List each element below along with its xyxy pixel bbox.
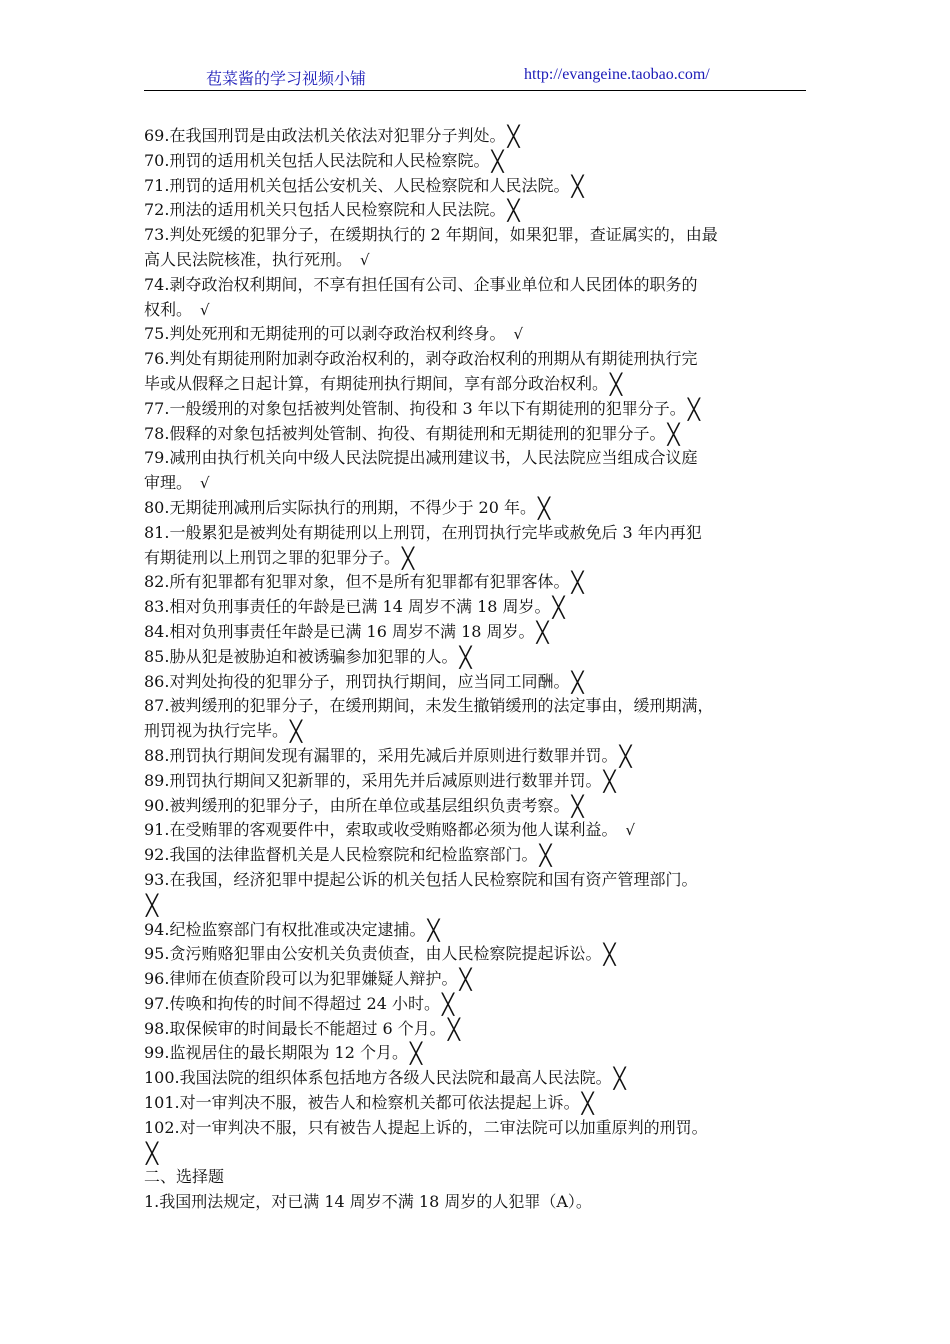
- line-text: 75.判处死刑和无期徒刑的可以剥夺政治权利终身。: [144, 324, 506, 344]
- text-line: [144, 149, 810, 174]
- text-line: [144, 645, 810, 670]
- cross-mark-icon: ╳: [409, 1041, 423, 1066]
- line-text: 82.所有犯罪都有犯罪对象，但不是所有犯罪都有犯罪客体。: [144, 572, 570, 592]
- text-line: [144, 273, 810, 298]
- line-text: 刑罚视为执行完毕。: [144, 721, 289, 741]
- check-mark-icon: √: [360, 250, 370, 269]
- text-line: [144, 1116, 810, 1141]
- cross-mark-icon: ╳: [571, 570, 584, 595]
- text-line: [144, 694, 810, 719]
- text-line: [144, 868, 810, 893]
- line-text: 90.被判缓刑的犯罪分子，由所在单位或基层组织负责考察。: [144, 795, 570, 815]
- text-line: [144, 422, 810, 447]
- page-header: [144, 66, 806, 91]
- text-line: [144, 769, 810, 794]
- cross-mark-icon: ╳: [447, 1016, 460, 1041]
- text-line: [144, 570, 810, 595]
- line-text: 毕或从假释之日起计算，有期徒刑执行期间，享有部分政治权利。: [144, 373, 609, 393]
- shop-url[interactable]: http://evangeine.taobao.com/: [524, 66, 710, 83]
- line-text: 95.贪污贿赂犯罪由公安机关负责侦查，由人民检察院提起诉讼。: [144, 944, 602, 964]
- text-line: [144, 298, 810, 323]
- document-body: [144, 124, 810, 1215]
- text-line: [144, 1017, 810, 1042]
- text-line: [144, 967, 810, 992]
- line-text: 81.一般累犯是被判处有期徒刑以上刑罚，在刑罚执行完毕或赦免后 3 年内再犯: [144, 522, 702, 542]
- text-line: [144, 372, 810, 397]
- line-text: 78.假释的对象包括被判处管制、拘役、有期徒刑和无期徒刑的犯罪分子。: [144, 423, 666, 443]
- text-line: [144, 992, 810, 1017]
- line-text: 有期徒刑以上刑罚之罪的犯罪分子。: [144, 547, 401, 567]
- cross-mark-icon: ╳: [536, 619, 549, 644]
- text-line: [144, 322, 810, 347]
- line-text: 98.取保候审的时间最长不能超过 6 个月。: [144, 1018, 446, 1038]
- cross-mark-icon: ╳: [507, 124, 520, 148]
- cross-mark-icon: ╳: [290, 719, 303, 744]
- text-line: [144, 546, 810, 571]
- text-line: [144, 471, 810, 496]
- cross-mark-icon: ╳: [613, 1066, 626, 1091]
- line-text: 85.胁从犯是被胁迫和被诱骗参加犯罪的人。: [144, 646, 458, 666]
- cross-mark-icon: ╳: [603, 768, 616, 793]
- text-line: [144, 496, 810, 521]
- line-text: 73.判处死缓的犯罪分子，在缓期执行的 2 年期间，如果犯罪，查证属实的，由最: [144, 225, 718, 245]
- text-line: [144, 918, 810, 943]
- cross-mark-icon: ╳: [571, 793, 584, 818]
- text-line: [144, 347, 810, 372]
- cross-mark-icon: ╳: [571, 173, 584, 198]
- cross-mark-icon: ╳: [537, 495, 551, 520]
- cross-mark-icon: ╳: [687, 396, 700, 421]
- text-line: [144, 818, 810, 843]
- cross-mark-icon: ╳: [427, 917, 440, 942]
- line-text: 高人民法院核准，执行死刑。: [144, 249, 353, 269]
- cross-mark-icon: ╳: [402, 545, 415, 570]
- line-text: 91.在受贿罪的客观要件中，索取或收受贿赂都必须为他人谋利益。: [144, 820, 618, 840]
- text-line: [144, 248, 810, 273]
- text-line: [144, 719, 810, 744]
- line-text: 权利。: [144, 299, 193, 319]
- text-line: [144, 1091, 810, 1116]
- cross-mark-icon: ╳: [667, 421, 680, 446]
- line-text: 89.刑罚执行期间又犯新罪的，采用先并后减原则进行数罪并罚。: [144, 770, 602, 790]
- line-text: 92.我国的法律监督机关是人民检察院和纪检监察部门。: [144, 845, 538, 865]
- line-text: 80.无期徒刑减刑后实际执行的刑期，不得少于 20 年。: [144, 497, 536, 517]
- line-text: 93.在我国，经济犯罪中提起公诉的机关包括人民检察院和国有资产管理部门。: [144, 869, 698, 889]
- text-line: [144, 521, 810, 546]
- text-line: [144, 174, 810, 199]
- line-text: 100.我国法院的组织体系包括地方各级人民法院和最高人民法院。: [144, 1068, 612, 1088]
- text-line: [144, 893, 810, 918]
- text-line: [144, 1066, 810, 1091]
- line-text: 二、选择题: [144, 1167, 225, 1187]
- cross-mark-icon: ╳: [491, 148, 504, 173]
- text-line: [144, 124, 810, 149]
- cross-mark-icon: ╳: [552, 595, 565, 620]
- text-line: [144, 1141, 810, 1166]
- line-text: 83.相对负刑事责任的年龄是已满 14 周岁不满 18 周岁。: [144, 597, 551, 617]
- line-text: 101.对一审判决不服，被告人和检察机关都可依法提起上诉。: [144, 1093, 580, 1113]
- cross-mark-icon: ╳: [581, 1091, 594, 1116]
- line-text: 94.纪检监察部门有权批准或决定逮捕。: [144, 919, 426, 939]
- cross-mark-icon: ╳: [146, 1140, 159, 1165]
- cross-mark-icon: ╳: [441, 991, 455, 1016]
- text-line: [144, 942, 810, 967]
- line-text: 86.对判处拘役的犯罪分子，刑罚执行期间，应当同工同酬。: [144, 671, 570, 691]
- text-line: [144, 595, 810, 620]
- line-text: 72.刑法的适用机关只包括人民检察院和人民法院。: [144, 200, 506, 220]
- check-mark-icon: √: [513, 325, 524, 344]
- line-text: 79.减刑由执行机关向中级人民法院提出减刑建议书，人民法院应当组成合议庭: [144, 448, 698, 468]
- line-text: 97.传唤和拘传的时间不得超过 24 小时。: [144, 993, 440, 1013]
- line-text: 88.刑罚执行期间发现有漏罪的，采用先减后并原则进行数罪并罚。: [144, 745, 618, 765]
- cross-mark-icon: ╳: [459, 967, 472, 992]
- text-line: [144, 843, 810, 868]
- line-text: 70.刑罚的适用机关包括人民法院和人民检察院。: [144, 150, 490, 170]
- line-text: 1.我国刑法规定，对已满 14 周岁不满 18 周岁的人犯罪（A）。: [144, 1192, 592, 1212]
- text-line: [144, 1041, 810, 1066]
- cross-mark-icon: ╳: [459, 644, 472, 669]
- check-mark-icon: √: [200, 300, 210, 319]
- line-text: 71.刑罚的适用机关包括公安机关、人民检察院和人民法院。: [144, 175, 570, 195]
- check-mark-icon: √: [200, 474, 210, 493]
- line-text: 102.对一审判决不服，只有被告人提起上诉的，二审法院可以加重原判的刑罚。: [144, 1117, 708, 1137]
- text-line: [144, 198, 810, 223]
- line-text: 87.被判缓刑的犯罪分子，在缓刑期间，未发生撤销缓刑的法定事由，缓刑期满，: [144, 696, 714, 716]
- cross-mark-icon: ╳: [539, 843, 552, 868]
- line-text: 69.在我国刑罚是由政法机关依法对犯罪分子判处。: [144, 126, 506, 145]
- line-text: 99.监视居住的最长期限为 12 个月。: [144, 1043, 408, 1063]
- text-line: [144, 397, 810, 422]
- line-text: 审理。: [144, 473, 193, 493]
- text-line: [144, 223, 810, 248]
- cross-mark-icon: ╳: [571, 669, 584, 694]
- line-text: 77.一般缓刑的对象包括被判处管制、拘役和 3 年以下有期徒刑的犯罪分子。: [144, 398, 686, 418]
- line-text: 96.律师在侦查阶段可以为犯罪嫌疑人辩护。: [144, 969, 458, 989]
- cross-mark-icon: ╳: [146, 892, 159, 917]
- cross-mark-icon: ╳: [603, 942, 616, 967]
- text-line: [144, 1165, 810, 1190]
- line-text: 84.相对负刑事责任年龄是已满 16 周岁不满 18 周岁。: [144, 621, 535, 641]
- check-mark-icon: √: [625, 821, 636, 840]
- shop-name: 苞菜酱的学习视频小铺: [206, 69, 367, 88]
- text-line: [144, 670, 810, 695]
- text-line: [144, 446, 810, 471]
- cross-mark-icon: ╳: [619, 743, 632, 768]
- cross-mark-icon: ╳: [507, 198, 520, 223]
- text-line: [144, 1190, 810, 1215]
- text-line: [144, 794, 810, 819]
- text-line: [144, 620, 810, 645]
- line-text: 74.剥夺政治权利期间，不享有担任国有公司、企事业单位和人民团体的职务的: [144, 274, 698, 294]
- line-text: 76.判处有期徒刑附加剥夺政治权利的，剥夺政治权利的刑期从有期徒刑执行完: [144, 349, 698, 369]
- text-line: [144, 744, 810, 769]
- cross-mark-icon: ╳: [610, 371, 623, 396]
